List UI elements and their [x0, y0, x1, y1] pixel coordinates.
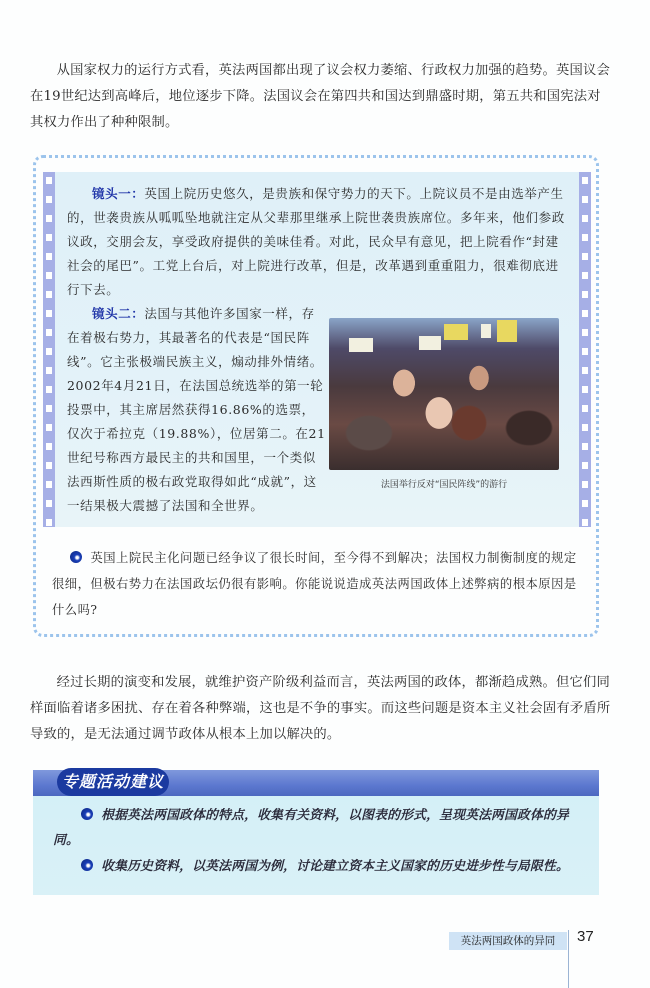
film-strip-right	[579, 172, 591, 527]
photo-sign	[349, 338, 373, 352]
activity-item-text: 收集历史资料，以英法两国为例，讨论建立资本主义国家的历史进步性与局限性。	[101, 859, 570, 874]
activity-item-text: 根据英法两国政体的特点，收集有关资料，以图表的形式，呈现英法两国政体的异同。	[53, 808, 570, 848]
bullet-icon	[81, 859, 93, 871]
shot-two-text: 法国与其他许多国家一样，存在着极右势力，其最著名的代表是“国民阵线”。它主张极端民族主义，煽动排外情绪。2002年4月21日，在法国总统选举的第一轮投票中，其主席居然获得16.86%的选票，仅次于希拉克（19.88%），位居第二。在21世纪号称西方最民主的共和国里，一个类似法西斯性质的极右政党取得如此“成就”，这一结果极大震撼了法国和全世界。	[67, 306, 326, 513]
page-number: 37	[577, 928, 594, 945]
activity-section	[33, 770, 599, 895]
shot-one	[67, 182, 567, 302]
discussion-question	[52, 545, 582, 623]
film-strip-left	[43, 172, 55, 527]
bullet-icon	[70, 551, 82, 563]
activity-item	[53, 854, 588, 879]
photo-sign	[444, 324, 468, 340]
activity-item	[53, 803, 588, 853]
bullet-icon	[81, 808, 93, 820]
conclusion-paragraph: 经过长期的演变和发展，就维护资产阶级利益而言，英法两国的政体，都渐趋成熟。但它们同样面临着诸多困扰、存在着各种弊端，这也是不争的事实。而这些问题是资本主义社会固有矛盾所导致的，是无法通过调节政体从根本上加以解决的。	[30, 675, 611, 742]
photo-sign	[481, 324, 491, 338]
photo-sign	[419, 336, 441, 350]
shot-one-label: 镜头一：	[92, 186, 145, 201]
intro-paragraph: 从国家权力的运行方式看，英法两国都出现了议会权力萎缩、行政权力加强的趋势。英国议会在19世纪达到高峰后，地位逐步下降。法国议会在第四共和国达到鼎盛时期，第五共和国宪法对其权力作出了种种限制。	[30, 63, 610, 130]
photo-caption: 法国举行反对“国民阵线”的游行	[380, 480, 508, 490]
activity-header-bar	[33, 770, 599, 796]
activity-title: 专题活动建议	[57, 768, 169, 796]
chapter-label: 英法两国政体的异同	[449, 932, 567, 950]
protest-photo	[329, 318, 559, 470]
shot-two-label: 镜头二：	[92, 306, 145, 321]
photo-sign	[497, 320, 517, 342]
shot-two	[67, 302, 327, 518]
activity-list	[53, 803, 588, 880]
shot-one-text: 英国上院历史悠久，是贵族和保守势力的天下。上院议员不是由选举产生的，世袭贵族从呱呱坠地就注定从父辈那里继承上院世袭贵族席位。多年来，他们参政议政，交朋会友，享受政府提供的美味佳肴。对此，民众早有意见，把上院看作“封建社会的尾巴”。工党上台后，对上院进行改革，但是，改革遇到重重阻力，很难彻底进行下去。	[67, 186, 565, 297]
question-text: 英国上院民主化问题已经争议了很长时间，至今得不到解决；法国权力制衡制度的规定很细，但极右势力在法国政坛仍很有影响。你能说说造成英法两国政体上述弊病的根本原因是什么吗?	[52, 551, 577, 617]
footer-divider	[568, 930, 569, 988]
